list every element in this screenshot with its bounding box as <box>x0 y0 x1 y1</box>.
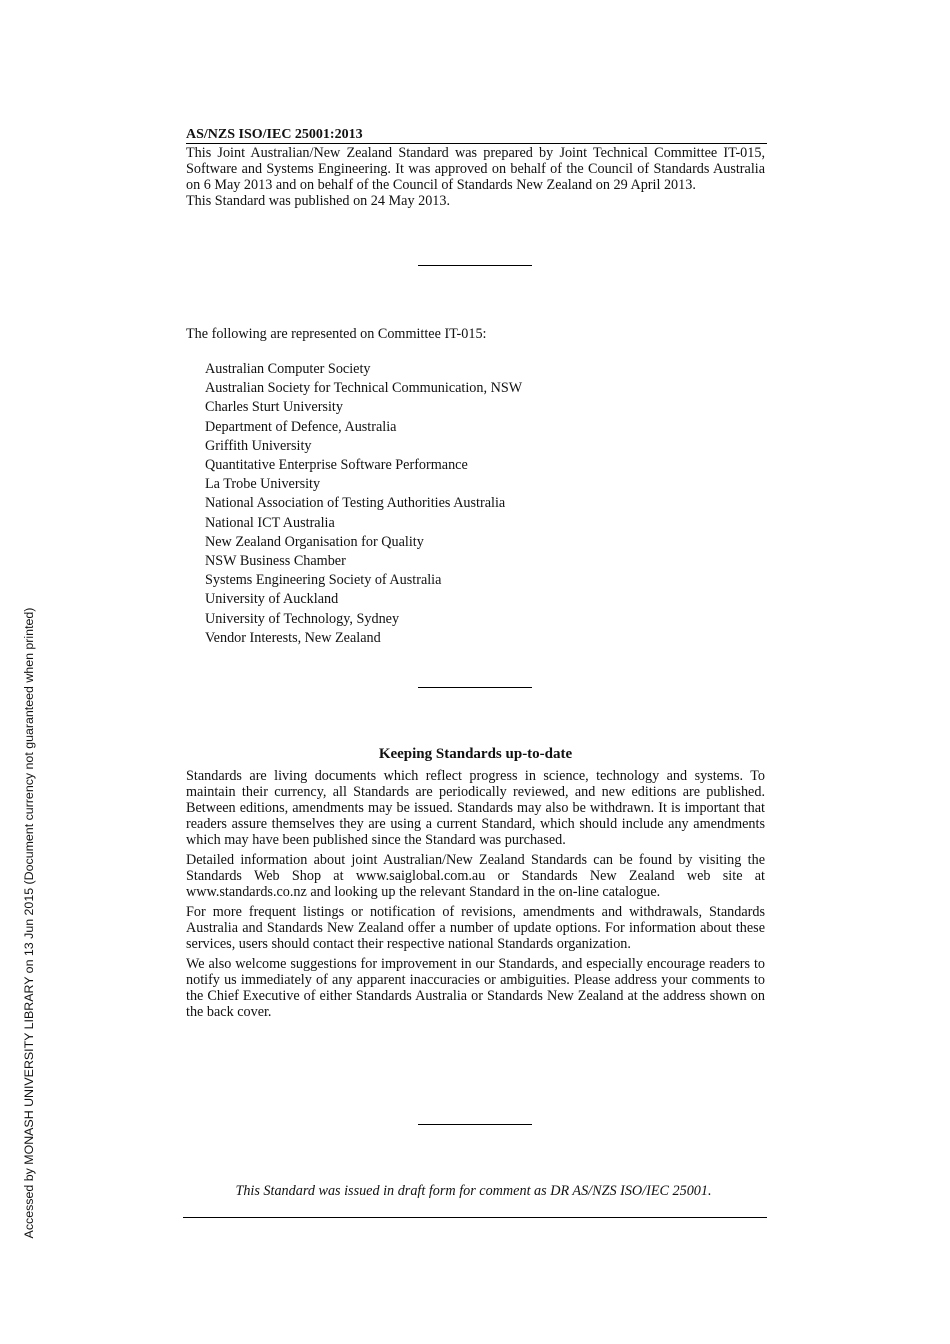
committee-intro: The following are represented on Committee IT-015: <box>186 326 487 342</box>
keeping-paragraph: Detailed information about joint Australian/New Zealand Standards can be found by visiting the Standards Web Shop at www.saiglobal.com.au or Standards New Zealand web site at www.standards.co.nz and looking up the relevant Standard in the on-line catalogue. <box>186 852 765 900</box>
access-stamp-text: Accessed by MONASH UNIVERSITY LIBRARY on 13 Jun 2015 (Document currency not guaranteed when printed) <box>22 607 36 1239</box>
section-divider <box>418 1124 532 1125</box>
keeping-standards-body <box>186 768 765 1024</box>
committee-member: Charles Sturt University <box>205 399 343 416</box>
standard-code: AS/NZS ISO/IEC 25001:2013 <box>186 127 767 144</box>
intro-section <box>186 145 765 209</box>
committee-member: National ICT Australia <box>205 514 335 531</box>
committee-member: New Zealand Organisation for Quality <box>205 533 424 550</box>
keeping-standards-heading: Keeping Standards up-to-date <box>378 746 573 762</box>
committee-member: NSW Business Chamber <box>205 553 346 570</box>
draft-note: This Standard was issued in draft form for comment as DR AS/NZS ISO/IEC 25001. <box>235 1183 712 1199</box>
committee-member-list <box>205 360 522 648</box>
committee-member: Vendor Interests, New Zealand <box>205 629 381 646</box>
section-divider <box>418 265 532 266</box>
committee-member: Systems Engineering Society of Australia <box>205 572 442 589</box>
committee-member: University of Technology, Sydney <box>205 610 400 627</box>
footer-rule <box>183 1217 767 1218</box>
keeping-paragraph: Standards are living documents which reflect progress in science, technology and systems. To maintain their currency, all Standards are periodically reviewed, and new editions are published. Between editions, amendments may be issued. Standards may also be withdrawn. It is important that readers assure themselves they are using a current Standard, which should include any amendments which may have been published since the Standard was purchased. <box>186 768 765 848</box>
committee-member: University of Auckland <box>205 591 339 608</box>
committee-member: National Association of Testing Authorities Australia <box>205 495 506 512</box>
keeping-paragraph: For more frequent listings or notification of revisions, amendments and withdrawals, Standards Australia and Standards New Zealand offer a number of update options. For information about these services, users should contact their respective national Standards organization. <box>186 904 765 952</box>
keeping-paragraph: We also welcome suggestions for improvement in our Standards, and especially encourage readers to notify us immediately of any apparent inaccuracies or ambiguities. Please address your comments to the Chief Executive of either Standards Australia or Standards New Zealand at the address shown on the back cover. <box>186 956 765 1020</box>
committee-member: Department of Defence, Australia <box>205 418 397 435</box>
committee-member: Australian Society for Technical Communication, NSW <box>205 380 523 397</box>
intro-paragraph: This Joint Australian/New Zealand Standard was prepared by Joint Technical Committee IT-015, Software and Systems Engineering. It was approved on behalf of the Council of Standards Australia on 6 May 2013 and on behalf of the Council of Standards New Zealand on 29 April 2013. <box>186 145 765 193</box>
section-divider <box>418 687 532 688</box>
committee-member: Australian Computer Society <box>205 361 371 377</box>
committee-member: Griffith University <box>205 437 312 454</box>
committee-member: La Trobe University <box>205 476 321 493</box>
committee-member: Quantitative Enterprise Software Performance <box>205 457 468 474</box>
published-line: This Standard was published on 24 May 2013. <box>186 193 451 209</box>
